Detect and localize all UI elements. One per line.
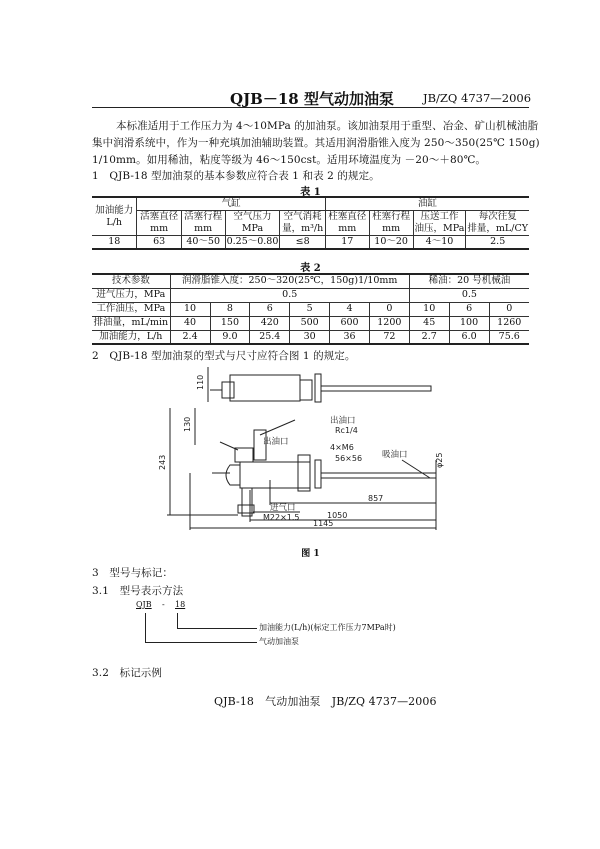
t1-cell: 4～10 — [413, 236, 466, 250]
intro-line-1: 本标准适用于工作压力为 4～10MPa 的加油泵。该加油泵用于重型、冶金、矿山机械油脂 — [116, 120, 539, 132]
t1-group-air: 气缸 — [137, 197, 325, 211]
svg-text:130: 130 — [183, 416, 192, 432]
marking-example: QJB-18 气动加油泵 JB/ZQ 4737—2006 — [214, 695, 437, 708]
t1-header: 柱塞直径 — [325, 211, 369, 224]
t1-cell: 18 — [92, 236, 137, 250]
t2-cell: 5 — [290, 302, 330, 316]
t1-header-unit: 量，m³/h — [280, 223, 325, 236]
t1-header: 压送工作 — [413, 211, 466, 224]
t2-cell: 9.0 — [210, 330, 250, 344]
t2-cell: 45 — [409, 316, 449, 330]
svg-text:进气口: 进气口 — [270, 503, 296, 513]
t2-cell: 加油能力，L/h — [92, 330, 170, 344]
t1-header: 空气压力 — [225, 211, 280, 224]
t2-cell: 2.4 — [170, 330, 210, 344]
intro-line-3: 1/10mm。如用稀油，粘度等级为 46～150cst。适用环境温度为 －20～＋80℃。 — [92, 154, 487, 166]
figure-1-drawing — [150, 360, 450, 560]
model-number: 18 — [175, 600, 186, 609]
table1-caption: 表 1 — [300, 187, 321, 198]
t2-cell: 10 — [409, 302, 449, 316]
t1-header-unit: mm — [369, 223, 413, 236]
svg-text:56×56: 56×56 — [335, 454, 363, 463]
svg-text:出油口: 出油口 — [263, 437, 289, 447]
t2-cell: 8 — [210, 302, 250, 316]
t2-cell: 600 — [330, 316, 370, 330]
t2-cell: 1260 — [489, 316, 529, 330]
svg-text:4×M6: 4×M6 — [330, 443, 354, 452]
t2-cell: 2.7 — [409, 330, 449, 344]
t1-header: 柱塞行程 — [369, 211, 413, 224]
t1-header: 活塞行程 — [181, 211, 225, 224]
svg-text:110: 110 — [196, 374, 205, 390]
t2-cell: 0.5 — [409, 288, 529, 302]
section-1: 1 QJB-18 型加油泵的基本参数应符合表 1 和表 2 的规定。 — [92, 170, 380, 182]
t1-header-unit: mm — [137, 223, 181, 236]
label-name: 气动加油泵 — [259, 637, 299, 646]
t2-cell: 排油量，mL/min — [93, 317, 169, 328]
svg-text:Rc1/4: Rc1/4 — [335, 426, 358, 435]
t2-cell: 10 — [170, 302, 210, 316]
pump-top-view — [208, 367, 431, 402]
t2-cell: 0.5 — [170, 288, 409, 302]
t2-cell: 500 — [290, 316, 330, 330]
t2-header-grease: 润滑脂锥入度：250～320(25℃，150g)1/10mm — [170, 274, 409, 288]
label-capacity: 加油能力(L/h)(标定工作压力7MPa时) — [259, 623, 396, 632]
t2-cell: 36 — [330, 330, 370, 344]
table-2 — [92, 273, 529, 345]
model-prefix: QJB — [136, 600, 152, 609]
t1-cell: 2.5 — [466, 236, 529, 250]
t2-cell: 75.6 — [489, 330, 529, 344]
model-notation — [92, 600, 396, 660]
t1-header-unit: 油压，MPa — [414, 223, 465, 234]
figure-1-caption: 图 1 — [301, 549, 320, 559]
t2-cell: 40 — [170, 316, 210, 330]
svg-text:吸油口: 吸油口 — [382, 450, 408, 460]
t2-cell: 25.4 — [250, 330, 290, 344]
section-2: 2 QJB-18 型加油泵的型式与尺寸应符合图 1 的规定。 — [92, 350, 356, 362]
t1-cell: 63 — [137, 236, 181, 250]
t1-header: 每次往复 — [466, 211, 529, 224]
t2-cell: 6 — [449, 302, 489, 316]
section-3: 3 型号与标记： — [92, 567, 173, 579]
t2-header-param: 技术参数 — [92, 274, 170, 288]
t2-cell: 工作油压，MPa — [92, 302, 170, 316]
t1-group-oil: 油缸 — [325, 197, 529, 211]
t1-col0: 加油能力 L/h — [92, 197, 137, 236]
t2-cell: 100 — [449, 316, 489, 330]
t2-cell: 4 — [330, 302, 370, 316]
t1-cell: 0.25～0.80 — [226, 236, 279, 247]
table-1 — [92, 196, 529, 250]
t2-cell: 0 — [489, 302, 529, 316]
t1-header-unit: MPa — [225, 223, 280, 236]
svg-text:1050: 1050 — [327, 511, 348, 520]
t1-cell: 40～50 — [181, 236, 225, 250]
svg-text:243: 243 — [158, 454, 167, 470]
t2-cell: 72 — [369, 330, 409, 344]
table2-caption: 表 2 — [300, 263, 321, 274]
intro-line-2: 集中润滑系统中，作为一种充填加油辅助装置。其适用润滑脂锥入度为 250～350(25℃ 150g) — [92, 137, 540, 149]
page-title: QJB－18 型气动加油泵 — [230, 90, 394, 108]
pump-front-view — [167, 408, 436, 530]
t1-cell: 17 — [325, 236, 369, 250]
t2-cell: 1200 — [369, 316, 409, 330]
t2-cell: 6.0 — [449, 330, 489, 344]
t2-cell: 0 — [369, 302, 409, 316]
svg-text:出油口: 出油口 — [330, 416, 356, 426]
t1-header-unit: mm — [325, 223, 369, 236]
table-row — [92, 330, 529, 344]
svg-text:φ25: φ25 — [435, 452, 444, 468]
svg-text:M22×1.5: M22×1.5 — [263, 513, 300, 522]
t1-cell: 10～20 — [369, 236, 413, 250]
t2-cell: 6 — [250, 302, 290, 316]
t2-cell: 30 — [290, 330, 330, 344]
t2-cell: 420 — [250, 316, 290, 330]
standard-number: JB/ZQ 4737—2006 — [423, 91, 532, 105]
t1-cell: ≤8 — [280, 236, 325, 250]
svg-text:857: 857 — [368, 494, 384, 503]
t1-header-unit: mm — [181, 223, 225, 236]
section-3-2: 3.2 标记示例 — [92, 667, 162, 679]
t2-cell: 150 — [210, 316, 250, 330]
t2-header-oil: 稀油：20 号机械油 — [409, 274, 529, 288]
t2-cell: 进气压力，MPa — [92, 288, 170, 302]
model-dash: - — [162, 600, 165, 609]
t1-header: 空气消耗 — [280, 211, 325, 224]
section-3-1: 3.1 型号表示方法 — [92, 585, 184, 597]
table-row — [92, 316, 529, 330]
header-rule — [92, 107, 529, 108]
t1-header: 活塞直径 — [137, 211, 181, 224]
table-row — [92, 302, 529, 316]
t1-header-unit: 排量，mL/CY — [467, 223, 528, 234]
svg-text:1145: 1145 — [313, 519, 334, 528]
